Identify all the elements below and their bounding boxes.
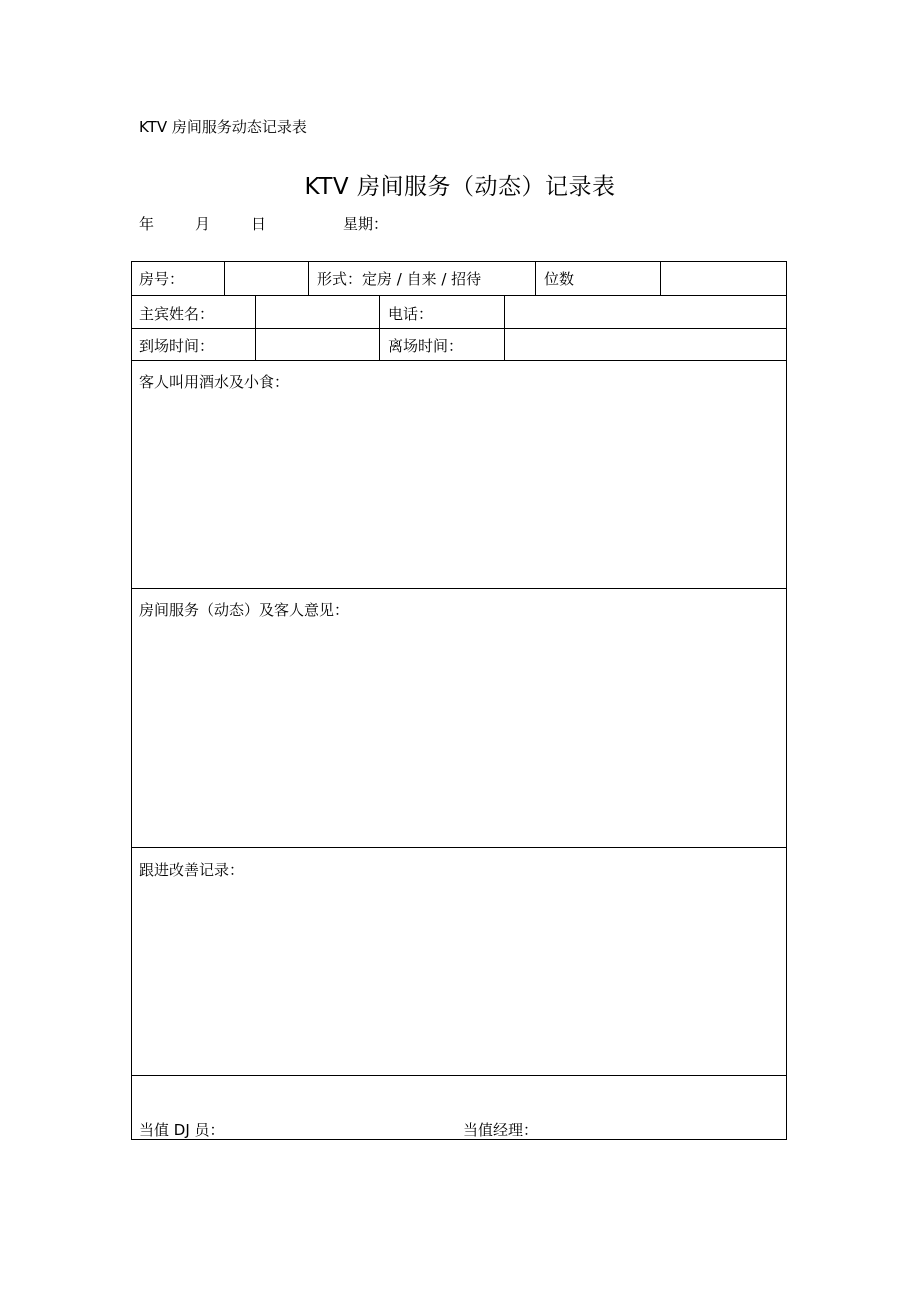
phone-label: 电话： (388, 305, 434, 323)
date-weekday-label: 星期： (343, 215, 389, 233)
room-no-field[interactable] (228, 268, 304, 288)
col-divider-r1-c (535, 262, 536, 295)
drinks-snacks-area[interactable] (136, 394, 782, 584)
document-header: KTV 房间服务动态记录表 (139, 118, 307, 136)
col-divider-r1-b (308, 262, 309, 295)
host-name-label: 主宾姓名： (139, 305, 215, 323)
arrival-time-field[interactable] (259, 335, 375, 355)
col-divider-r2-c (504, 295, 505, 360)
col-divider-r2-a (255, 295, 256, 360)
duty-manager-label: 当值经理： (463, 1121, 539, 1139)
phone-field[interactable] (508, 303, 778, 323)
col-divider-r1-a (224, 262, 225, 295)
col-divider-r1-d (660, 262, 661, 295)
followup-record-area[interactable] (136, 882, 782, 1070)
date-day-label: 日 (251, 215, 267, 233)
service-feedback-label: 房间服务（动态）及客人意见： (139, 601, 350, 619)
drinks-snacks-label: 客人叫用酒水及小食： (139, 373, 290, 391)
col-divider-r2-b (379, 295, 380, 360)
duty-dj-label: 当值 DJ 员： (139, 1121, 225, 1139)
host-name-field[interactable] (259, 303, 375, 323)
service-record-form (131, 261, 787, 1140)
row-divider-5 (132, 847, 786, 848)
service-feedback-area[interactable] (136, 622, 782, 842)
departure-time-label: 离场时间： (388, 337, 464, 355)
seats-field[interactable] (664, 268, 780, 288)
row-divider-3 (132, 360, 786, 361)
followup-record-label: 跟进改善记录： (139, 861, 245, 879)
row-divider-4 (132, 588, 786, 589)
row-divider-2 (132, 328, 786, 329)
row-divider-6 (132, 1075, 786, 1076)
row-divider-1 (132, 295, 786, 296)
seats-label: 位数 (544, 270, 575, 288)
arrival-time-label: 到场时间： (139, 337, 215, 355)
room-no-label: 房号： (139, 270, 185, 288)
date-year-label: 年 (139, 215, 155, 233)
document-title: KTV 房间服务（动态）记录表 (304, 174, 616, 200)
service-type-label: 形式：定房 / 自来 / 招待 (317, 270, 482, 288)
date-month-label: 月 (195, 215, 211, 233)
departure-time-field[interactable] (508, 335, 778, 355)
